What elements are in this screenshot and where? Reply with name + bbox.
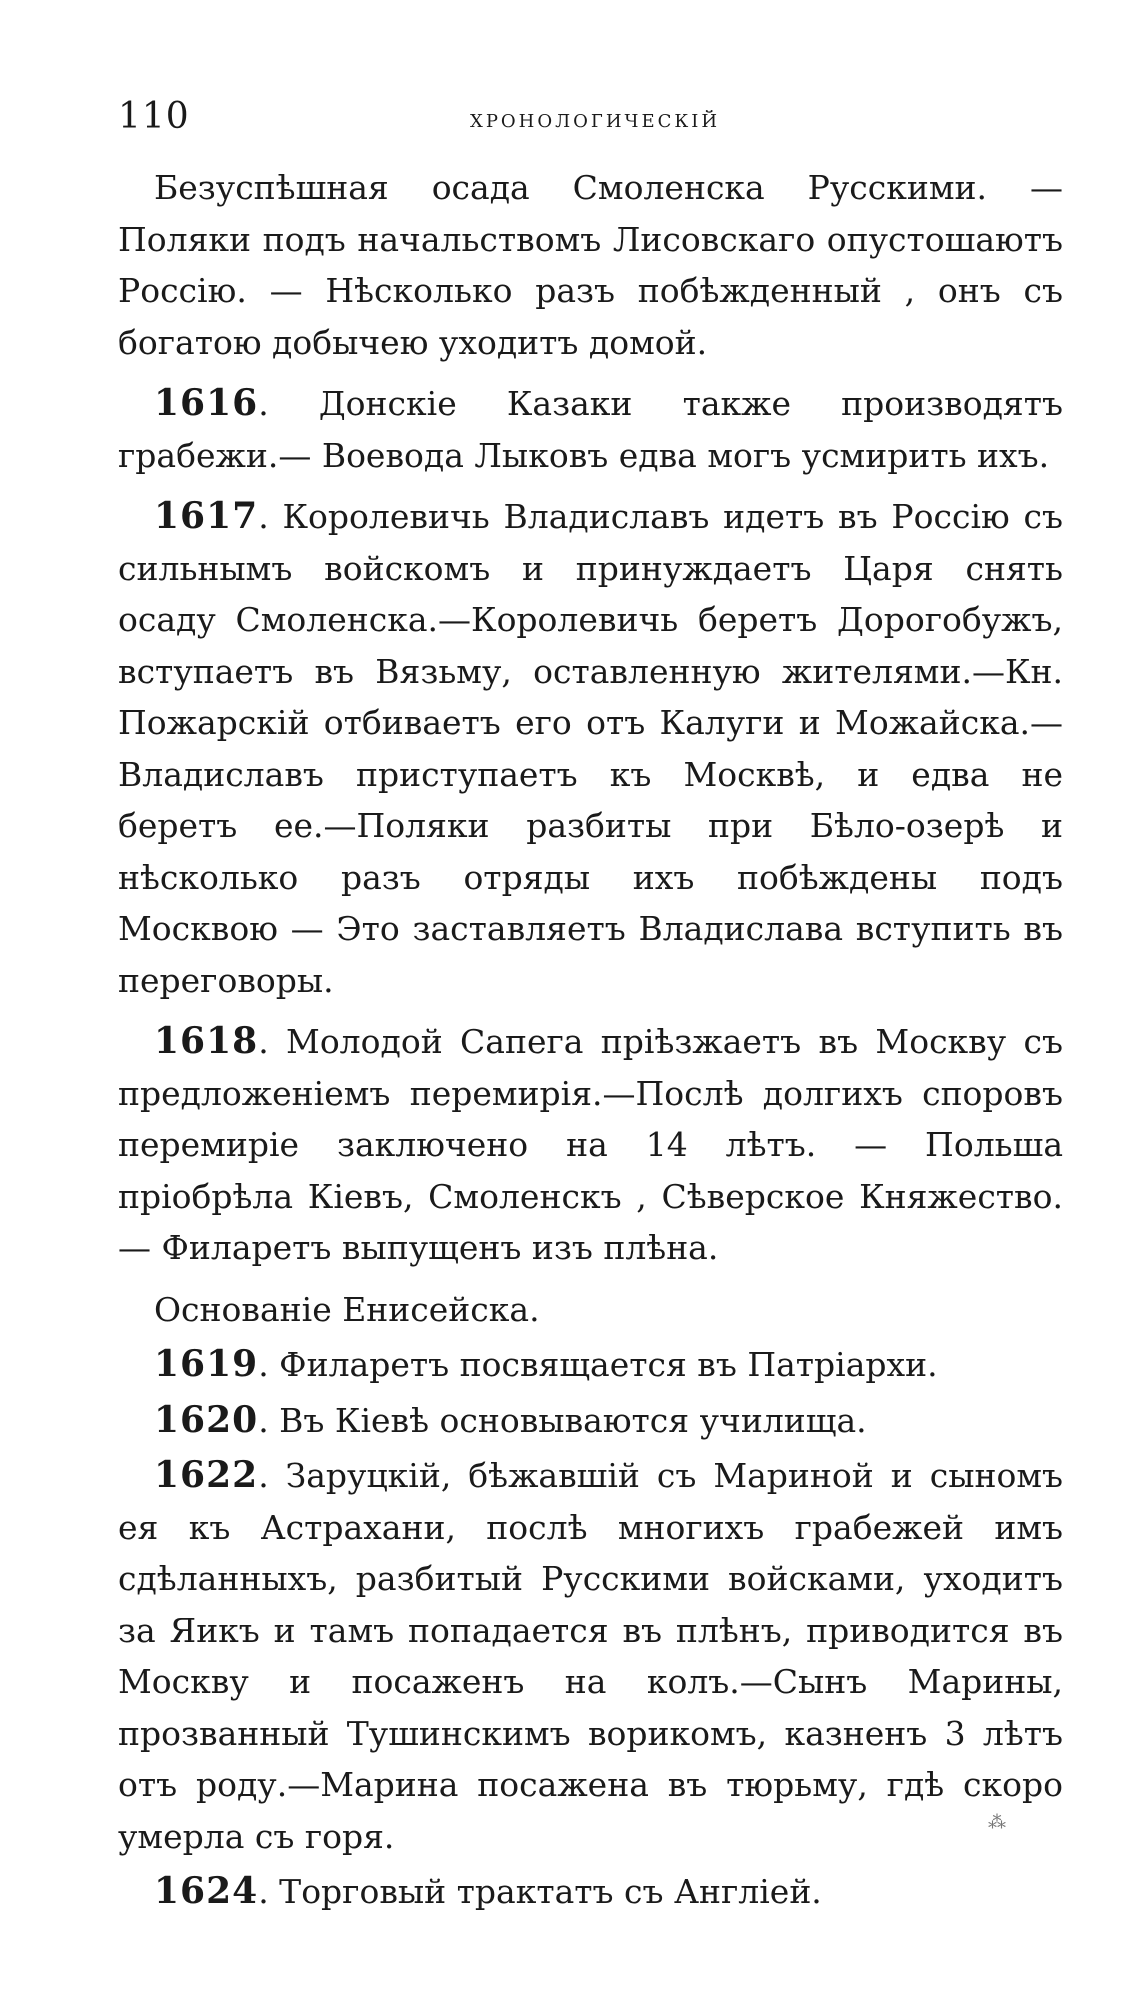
chronicle-entry bbox=[118, 162, 1063, 368]
entry-year: 1618 bbox=[154, 1020, 259, 1062]
chronicle-entry bbox=[118, 1339, 1063, 1391]
page-header bbox=[0, 96, 1140, 146]
print-speck: ⁂ bbox=[988, 1812, 1006, 1833]
entry-year: 1616 bbox=[154, 382, 259, 424]
chronicle-entry bbox=[118, 1866, 1063, 1918]
entry-text: Безуспѣшная осада Смоленска Русскими. — Поляки подъ начальствомъ Лисовскаго опустошаютъ Россію. — Нѣсколько разъ побѣжденный , онъ съ богатою добычею уходитъ домой. bbox=[118, 168, 1063, 362]
entry-year: 1622 bbox=[154, 1454, 259, 1496]
entry-text: . Торговый трактатъ съ Англіей. bbox=[258, 1872, 822, 1911]
chronicle-entry bbox=[118, 1395, 1063, 1447]
entry-year: 1619 bbox=[154, 1343, 259, 1385]
entry-text: . Филаретъ посвящается въ Патріархи. bbox=[258, 1345, 938, 1384]
chronicle-entry bbox=[118, 1450, 1063, 1862]
entry-year: 1617 bbox=[154, 495, 259, 537]
chronicle-entry bbox=[118, 1284, 1063, 1336]
entry-text: . Донскіе Казаки также производятъ грабежи.— Воевода Лыковъ едва могъ усмирить ихъ. bbox=[118, 384, 1063, 475]
entry-year: 1620 bbox=[154, 1398, 259, 1441]
chronicle-entry bbox=[118, 1016, 1063, 1274]
entry-year: 1624 bbox=[154, 1870, 259, 1912]
chronicle-entry bbox=[118, 378, 1063, 481]
page-body bbox=[118, 162, 1063, 1928]
entry-text: . Въ Кіевѣ основываются училища. bbox=[258, 1400, 867, 1440]
entry-text: . Молодой Сапега пріѣзжаетъ въ Москву съ предложеніемъ перемирія.—Послѣ долгихъ споровъ перемиріе заключено на 14 лѣтъ. — Польша пріобрѣла Кіевъ, Смоленскъ , Сѣверское Княжество. — Филаретъ выпущенъ изъ плѣна. bbox=[118, 1022, 1063, 1267]
entry-text: Основаніе Енисейска. bbox=[154, 1289, 540, 1329]
chronicle-entry bbox=[118, 491, 1063, 1006]
entry-text: . Заруцкій, бѣжавшій съ Мариной и сыномъ ея къ Астрахани, послѣ многихъ грабежей имъ сдѣланныхъ, разбитый Русскими войсками, уходитъ за Яикъ и тамъ попадается въ плѣнъ, приводится въ Москву и посаженъ на колъ.—Сынъ Марины, прозванный Тушинскимъ ворикомъ, казненъ 3 лѣтъ отъ роду.—Марина посажена въ тюрьму, гдѣ скоро умерла съ горя. bbox=[118, 1456, 1063, 1856]
running-title: хронологическій bbox=[470, 104, 721, 134]
entry-text: . Королевичь Владиславъ идетъ въ Россію съ сильнымъ войскомъ и принуждаетъ Царя снять осаду Смоленска.—Королевичь беретъ Дорогобужъ, вступаетъ въ Вязьму, оставленную жителями.—Кн. Пожарскій отбиваетъ его отъ Калуги и Можайска.—Владиславъ приступаетъ къ Москвѣ, и едва не беретъ ее.—Поляки разбиты при Бѣло-озерѣ и нѣсколько разъ отряды ихъ побѣждены подъ Москвою — Это заставляетъ Владислава вступить въ переговоры. bbox=[118, 497, 1063, 1000]
page-number: 110 bbox=[118, 96, 190, 137]
